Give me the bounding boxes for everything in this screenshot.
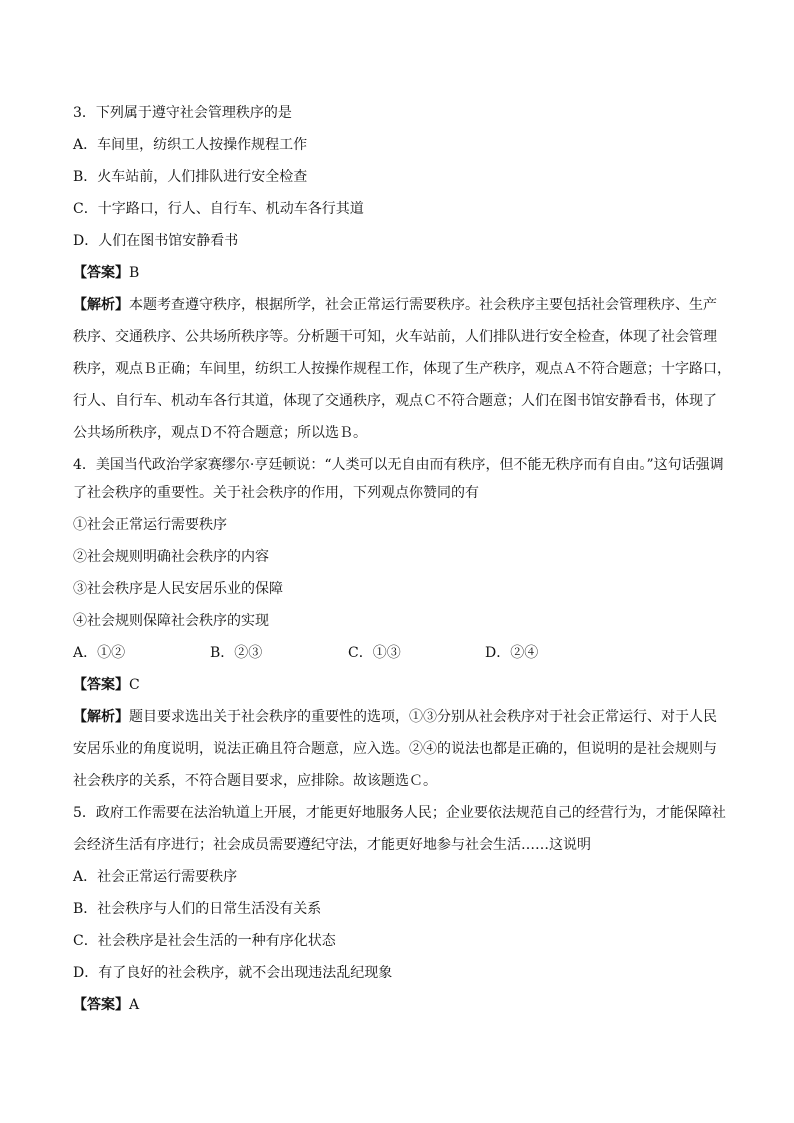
analysis-text: 本题考查遵守秩序，根据所学，社会正常运行需要秩序。社会秩序主要包括社会管理秩序、生产 [129,297,717,313]
question-4-analysis-line-2: 安居乐业的角度说明，说法正确且符合题意，应入选。②④的说法也都是正确的，但说明的是社会规则与 [73,741,717,757]
answer-value: A [129,997,140,1013]
question-4-statement-3: ③社会秩序是人民安居乐业的保障 [73,581,283,597]
analysis-label: 【解析】 [73,297,129,313]
question-3-analysis-line-3: 秩序，观点Ｂ正确；车间里，纺织工人按操作规程工作，体现了生产秩序，观点Ａ不符合题意；十字路口， [73,361,731,377]
question-4-analysis-line-1 [73,707,733,727]
answer-value: B [129,265,140,281]
answer-label: 【答案】 [73,997,129,1013]
question-4-options [73,643,733,663]
question-3-option-a: A．车间里，纺织工人按操作规程工作 [73,137,308,153]
question-4-answer [73,675,733,695]
question-3-answer [73,263,733,283]
question-4-option-c: C．①③ [348,645,401,661]
question-3-analysis-line-5: 公共场所秩序，观点Ｄ不符合题意；所以选Ｂ。 [73,425,367,441]
question-5-option-d: D．有了良好的社会秩序，就不会出现违法乱纪现象 [73,965,393,981]
analysis-text: 题目要求选出关于社会秩序的重要性的选项，①③分别从社会秩序对于社会正常运行、对于人民 [129,709,717,725]
question-3-analysis-line-4: 行人、自行车、机动车各行其道，体现了交通秩序，观点Ｃ不符合题意；人们在图书馆安静看书，体现了 [73,393,717,409]
question-3-option-d: D．人们在图书馆安静看书 [73,233,239,249]
question-4-option-b: B．②③ [210,645,263,661]
question-4-statement-2: ②社会规则明确社会秩序的内容 [73,549,269,565]
answer-label: 【答案】 [73,265,129,281]
question-5-stem-line-2: 会经济生活有序进行；社会成员需要遵纪守法，才能更好地参与社会生活……这说明 [73,837,591,853]
answer-value: C [129,677,140,693]
question-3-analysis-line-1 [73,295,733,315]
question-3-option-b: B．火车站前，人们排队进行安全检查 [73,169,308,185]
question-4-option-d: D．②④ [485,645,539,661]
question-4-option-a: A．①② [73,645,126,661]
question-3-stem: 3．下列属于遵守社会管理秩序的是 [73,105,292,121]
question-3-option-c: C．十字路口，行人、自行车、机动车各行其道 [73,201,364,217]
answer-label: 【答案】 [73,677,129,693]
question-4-stem-line-2: 了社会秩序的重要性。关于社会秩序的作用，下列观点你赞同的有 [73,485,479,501]
question-5-option-a: A．社会正常运行需要秩序 [73,869,238,885]
question-4-statement-4: ④社会规则保障社会秩序的实现 [73,613,269,629]
question-5-answer [73,995,733,1015]
question-5-option-c: C．社会秩序是社会生活的一种有序化状态 [73,933,336,949]
question-5-option-b: B．社会秩序与人们的日常生活没有关系 [73,901,322,917]
question-5-stem-line-1: 5．政府工作需要在法治轨道上开展，才能更好地服务人民；企业要依法规范自己的经营行为，才能保障社 [73,805,726,821]
question-4-statement-1: ①社会正常运行需要秩序 [73,517,227,533]
analysis-label: 【解析】 [73,709,129,725]
question-3-analysis-line-2: 秩序、交通秩序、公共场所秩序等。分析题干可知，火车站前，人们排队进行安全检查，体现了社会管理 [73,329,717,345]
question-4-stem-line-1: 4．美国当代政治学家赛缪尔·亨廷顿说：“人类可以无自由而有秩序，但不能无秩序而有自由。”这句话强调 [73,457,724,473]
question-4-analysis-line-3: 社会秩序的关系，不符合题目要求，应排除。故该题选Ｃ。 [73,773,437,789]
